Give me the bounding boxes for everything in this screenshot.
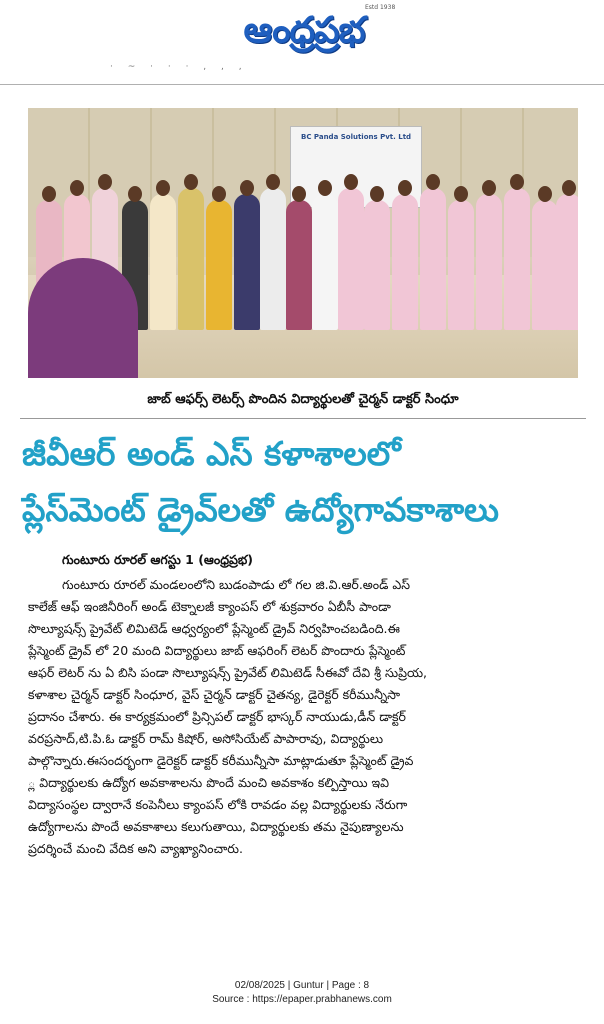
body-line: ఆఫర్ లెటర్ ను ఏ బిసి పండా సొల్యూషన్స్ ప్రైవేట్ లిమిటెడ్ సీఈవో దేవి శ్రీ సుప్రియ, bbox=[28, 665, 428, 680]
photo-person bbox=[420, 188, 446, 330]
photo-person bbox=[532, 200, 558, 330]
newspaper-logo bbox=[206, 8, 402, 56]
photo-person-head bbox=[266, 174, 280, 190]
photo-person bbox=[206, 200, 232, 330]
photo-person-head bbox=[292, 186, 306, 202]
photo-person-head bbox=[482, 180, 496, 196]
banner-text: BC Panda Solutions Pvt. Ltd bbox=[301, 133, 412, 141]
body-line: పాల్గొన్నారు.ఈసందర్భంగా డైరెక్టర్ డాక్టర్ కరీమున్నీసా మాట్లాడుతూ ప్లేస్మెంట్ డ్రైవ bbox=[28, 753, 414, 768]
headline-line-1: జీవీఆర్ అండ్ ఎస్ కళాశాలలో bbox=[22, 434, 401, 473]
news-photo bbox=[28, 108, 578, 378]
body-line: గుంటూరు రూరల్ మండలంలోని బుడంపాడు లో గల జి.వి.ఆర్.అండ్ ఎస్ bbox=[62, 577, 411, 592]
photo-person bbox=[312, 194, 338, 330]
body-line: ప్రదర్శించే మంచి వేదిక అని వ్యాఖ్యానించారు. bbox=[28, 841, 243, 856]
body-line: ఉద్యోగాలను పొందే అవకాశాలు కలుగుతాయి, విద్యార్థులకు తమ నైపుణ్యాలను bbox=[28, 819, 404, 834]
photo-person-head bbox=[98, 174, 112, 190]
photo-person bbox=[234, 194, 260, 330]
photo-person bbox=[392, 194, 418, 330]
photo-person-head bbox=[510, 174, 524, 190]
photo-person-head bbox=[370, 186, 384, 202]
photo-person-head bbox=[344, 174, 358, 190]
body-line: వరప్రసాద్,టి.పి.ఓ డాక్టర్ రామ్ కిషోర్, అసోసియేట్ పాపారావు, విద్యార్థులు bbox=[28, 731, 384, 746]
photo-person-head bbox=[562, 180, 576, 196]
body-line: ప్రదానం చేశారు. ఈ కార్యక్రమంలో ప్రిన్సిపల్ డాక్టర్ భాస్కర్ నాయుడు,డీన్ డాక్టర్ bbox=[28, 709, 406, 724]
photo-person bbox=[286, 200, 312, 330]
body-line: సొల్యూషన్స్ ప్రైవేట్ లిమిటెడ్ ఆధ్వర్యంలో ప్లేస్మెంట్ డ్రైవ్ నిర్వహించబడింది.ఈ bbox=[28, 621, 400, 636]
photo-person bbox=[338, 188, 364, 330]
body-line: ప్లేస్మెంట్ డ్రైవ్ లో 20 మంది విద్యార్థులు జాబ్ ఆఫరింగ్ లెటర్ పొందారు ప్లేస్మెంట్ bbox=[28, 643, 406, 658]
body-line: కాలేజ్ ఆఫ్ ఇంజినీరింగ్ అండ్ టెక్నాలజీ క్యాంపస్ లో శుక్రవారం ఏబీసీ పాండా bbox=[28, 599, 391, 614]
estd-label: Estd 1938 bbox=[365, 4, 396, 11]
photo-person-head bbox=[538, 186, 552, 202]
footer-source: Source : https://epaper.prabhanews.com bbox=[212, 994, 392, 1005]
body-line: కళాశాల చైర్మన్ డాక్టర్ సింధూర, వైస్ చైర్మన్ డాక్టర్ చైతన్య, డైరెక్టర్ కరీమున్నీసా bbox=[28, 687, 401, 702]
photo-person-head bbox=[454, 186, 468, 202]
masthead bbox=[0, 0, 604, 60]
masthead-divider bbox=[0, 84, 604, 85]
photo-person bbox=[448, 200, 474, 330]
photo-foreground-person bbox=[28, 258, 138, 378]
photo-person-head bbox=[70, 180, 84, 196]
photo-person bbox=[178, 188, 204, 330]
logo-text: ఆంధ్రప్రభ bbox=[243, 10, 365, 51]
footer-date-page: 02/08/2025 | Guntur | Page : 8 bbox=[234, 980, 370, 991]
photo-person bbox=[260, 188, 286, 330]
photo-person-head bbox=[184, 174, 198, 190]
photo-person-head bbox=[212, 186, 226, 202]
headline-line-2: ప్లేస్‌మెంట్ డ్రైవ్‌లతో ఉద్యోగావకాశాలు bbox=[22, 490, 499, 529]
body-line: విద్యాసంస్థల ద్వారానే కంపెనీలు క్యాంపస్ లోకి రావడం వల్ల విద్యార్థులకు నేరుగా bbox=[28, 797, 408, 812]
photo-person-head bbox=[240, 180, 254, 196]
photo-person-head bbox=[42, 186, 56, 202]
photo-caption: జాబ్ ఆఫర్స్ లెటర్స్ పొందిన విద్యార్థులతో చైర్మన్ డాక్టర్ సింధూ bbox=[147, 392, 459, 407]
photo-person bbox=[476, 194, 502, 330]
photo-person-head bbox=[426, 174, 440, 190]
caption-divider bbox=[20, 418, 586, 419]
masthead-subline: · ~ · · · , , , bbox=[110, 62, 248, 72]
photo-person-head bbox=[156, 180, 170, 196]
photo-person bbox=[504, 188, 530, 330]
photo-person bbox=[556, 194, 578, 330]
photo-person bbox=[150, 194, 176, 330]
dateline: గుంటూరు రూరల్ ఆగస్టు 1 (ఆంధ్రప్రభ) bbox=[62, 552, 254, 567]
photo-person-head bbox=[318, 180, 332, 196]
photo-person bbox=[364, 200, 390, 330]
photo-person-head bbox=[128, 186, 142, 202]
photo-person-head bbox=[398, 180, 412, 196]
body-line: ్ల విద్యార్థులకు ఉద్యోగ అవకాశాలను పొందే మంచి అవకాశం కల్పిస్తాయి ఇవి bbox=[28, 775, 390, 790]
